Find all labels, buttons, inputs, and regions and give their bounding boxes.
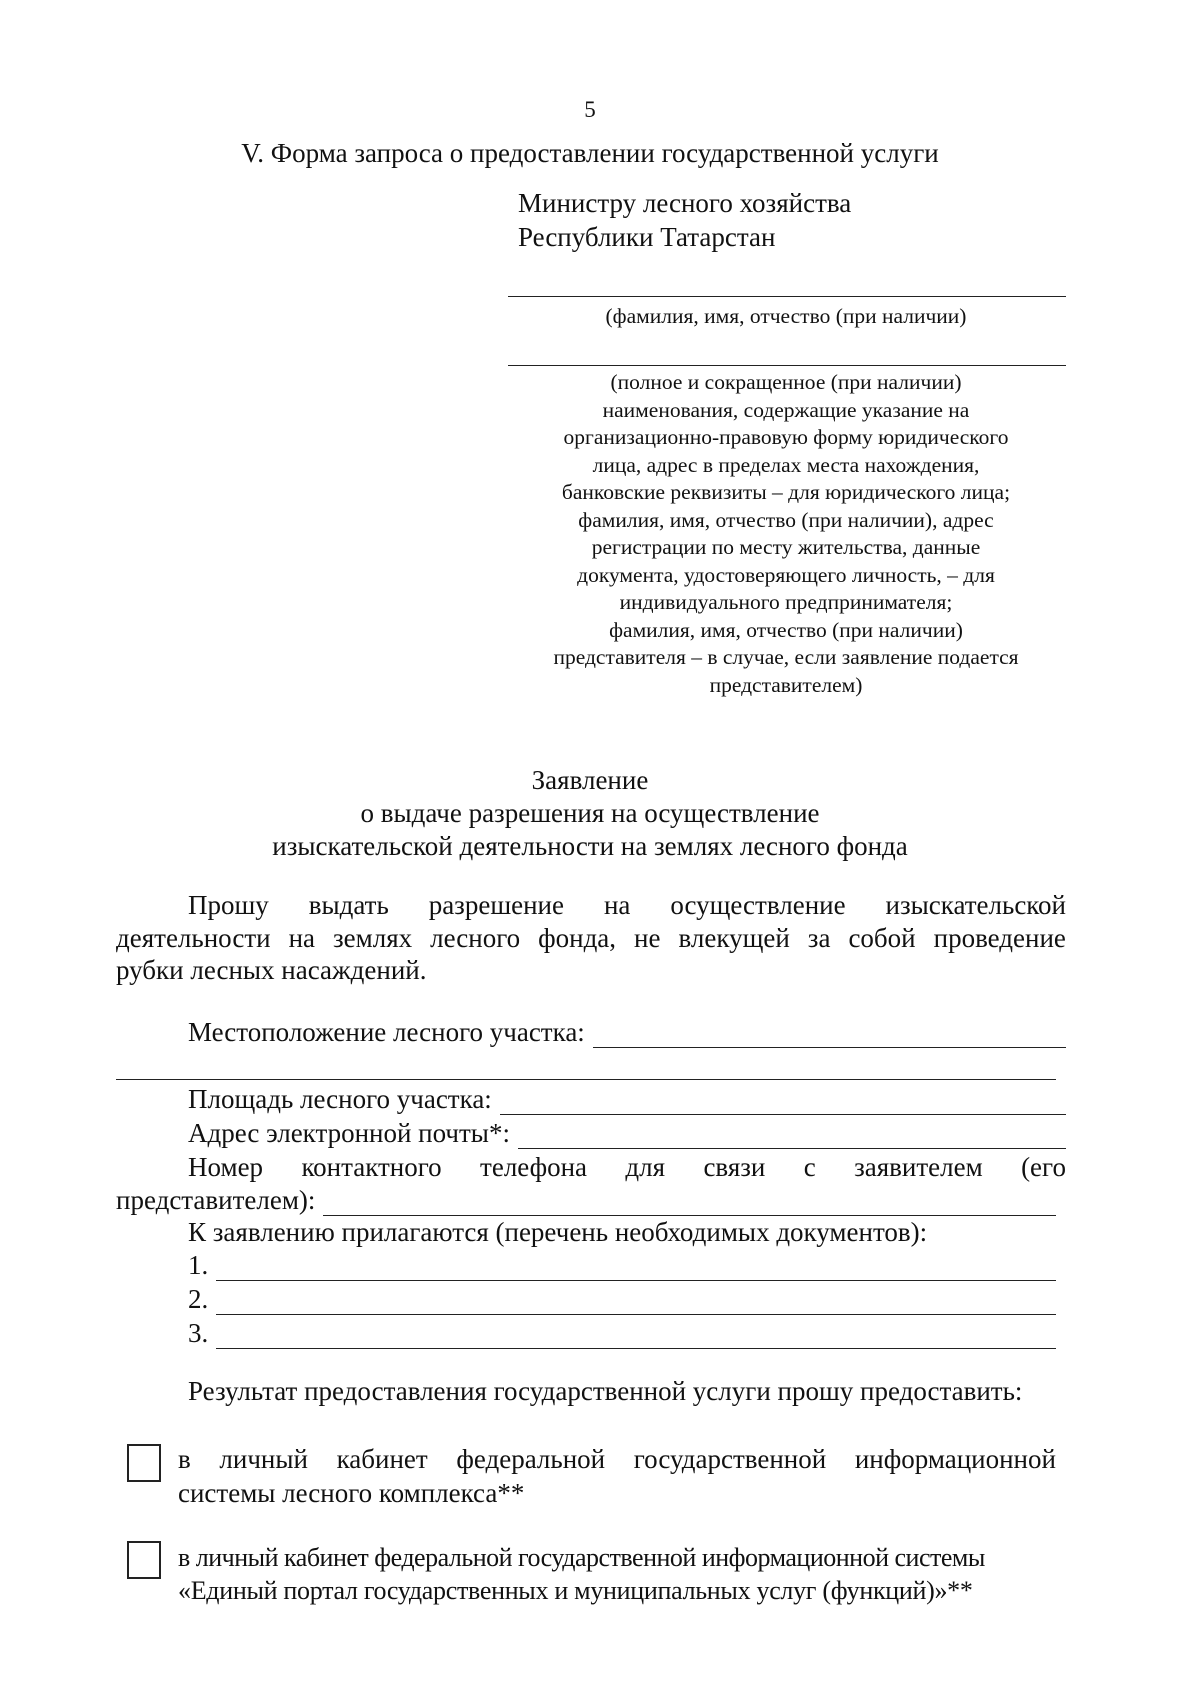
area-label: Площадь лесного участка: [188, 1084, 492, 1114]
word: на [288, 923, 316, 953]
option-forest-system-checkbox[interactable] [127, 1444, 161, 1482]
page-number: 5 [584, 97, 596, 122]
applicant-name-line[interactable] [508, 296, 1066, 297]
word: личный [219, 1444, 308, 1474]
section-title: V. Форма запроса о предоставлении государственной услуги [241, 138, 939, 168]
addressee-line-2: Республики Татарстан [518, 222, 776, 252]
word: собой [848, 923, 916, 953]
word: в [178, 1444, 191, 1474]
request-line-3: рубки лесных насаждений. [116, 955, 427, 985]
attachment-number: 1. [188, 1250, 209, 1280]
application-title [0, 764, 1180, 863]
caption-details-line: лица, адрес в пределах места нахождения, [592, 452, 980, 477]
phone-input[interactable] [323, 1189, 1056, 1216]
word: информационной [854, 1444, 1056, 1474]
phone-label-line-1 [188, 1152, 1066, 1183]
caption-details-line: регистрации по месту жительства, данные [591, 535, 981, 559]
email-label: Адрес электронной почты*: [188, 1118, 510, 1148]
word: выдать [308, 890, 389, 920]
caption-details-line: организационно-правовую форму юридического [563, 425, 1009, 449]
addressee-line-1: Министру лесного хозяйства [518, 188, 852, 218]
word: кабинет [336, 1444, 428, 1474]
word: землях [333, 923, 413, 953]
phone-label: представителем): [116, 1185, 316, 1215]
option-2-line-2: «Единый портал государственных и муниципальных услуг (функций)»** [178, 1576, 973, 1605]
request-line-2 [116, 923, 1066, 954]
attachment-input-1[interactable] [216, 1254, 1056, 1281]
word: лесного [430, 923, 521, 953]
attachment-number: 3. [188, 1318, 209, 1348]
attachment-input-3[interactable] [216, 1322, 1056, 1349]
location-continuation-line[interactable] [116, 1079, 1056, 1080]
word: телефона [480, 1152, 588, 1182]
caption-details-line: фамилия, имя, отчество (при наличии), адрес [578, 507, 994, 532]
phone-field-row [116, 1185, 1056, 1216]
caption-details-line: (полное и сокращенное (при наличии) [610, 370, 962, 394]
area-field-row [188, 1084, 1066, 1115]
caption-details-line: наименования, содержащие указание на [602, 397, 970, 422]
email-field-row [188, 1118, 1066, 1149]
word: фонда, [538, 923, 617, 953]
word: влекущей [678, 923, 790, 953]
word: разрешение [428, 890, 564, 920]
attachments-label: К заявлению прилагаются (перечень необходимых документов): [188, 1217, 928, 1247]
word: государственной [633, 1444, 827, 1474]
word: на [603, 890, 631, 920]
word: с [803, 1152, 816, 1182]
word: заявителем [854, 1152, 983, 1182]
word: за [807, 923, 831, 953]
word: федеральной [456, 1444, 606, 1474]
attachment-row-1 [188, 1250, 1056, 1281]
word: Прошу [188, 890, 269, 920]
word: (его [1021, 1152, 1066, 1182]
request-line-1 [188, 890, 1066, 921]
caption-details-line: фамилия, имя, отчество (при наличии) [609, 617, 963, 642]
option-2-line-1: в личный кабинет федеральной государственной информационной системы [178, 1543, 985, 1572]
caption-details-line: банковские реквизиты – для юридического лица; [561, 480, 1011, 504]
word: Номер [188, 1152, 264, 1182]
attachment-row-3 [188, 1318, 1056, 1349]
area-input[interactable] [500, 1088, 1066, 1115]
application-title-main: Заявление [531, 765, 649, 795]
option-gosuslugi-checkbox[interactable] [127, 1541, 161, 1579]
caption-name: (фамилия, имя, отчество (при наличии) [605, 304, 967, 328]
location-label: Местоположение лесного участка: [188, 1017, 585, 1047]
applicant-details-line[interactable] [508, 365, 1066, 366]
email-input[interactable] [518, 1122, 1066, 1149]
word: проведение [933, 923, 1066, 953]
attachment-row-2 [188, 1284, 1056, 1315]
option-1-line-1 [178, 1444, 1056, 1475]
option-1-line-2: системы лесного комплекса** [178, 1478, 525, 1508]
location-field-row [188, 1017, 1066, 1048]
application-subtitle-1: о выдаче разрешения на осуществление [360, 798, 820, 828]
attachment-number: 2. [188, 1284, 209, 1314]
word: связи [703, 1152, 766, 1182]
result-label: Результат предоставления государственной услуги прошу предоставить: [188, 1376, 1023, 1406]
location-input[interactable] [593, 1021, 1066, 1048]
caption-details-line: документа, удостоверяющего личность, – для [577, 562, 995, 587]
word: для [625, 1152, 666, 1182]
caption-details-line: представителем) [709, 672, 863, 697]
caption-details [505, 369, 1067, 699]
word: не [634, 923, 661, 953]
word: контактного [301, 1152, 442, 1182]
word: осуществление [670, 890, 846, 920]
caption-details-line: индивидуального предпринимателя; [619, 590, 953, 614]
attachment-input-2[interactable] [216, 1288, 1056, 1315]
application-subtitle-2: изыскательской деятельности на землях лесного фонда [272, 831, 908, 861]
word: изыскательской [885, 890, 1066, 920]
word: деятельности [116, 923, 271, 953]
caption-details-line: представителя – в случае, если заявление подается [553, 645, 1019, 669]
